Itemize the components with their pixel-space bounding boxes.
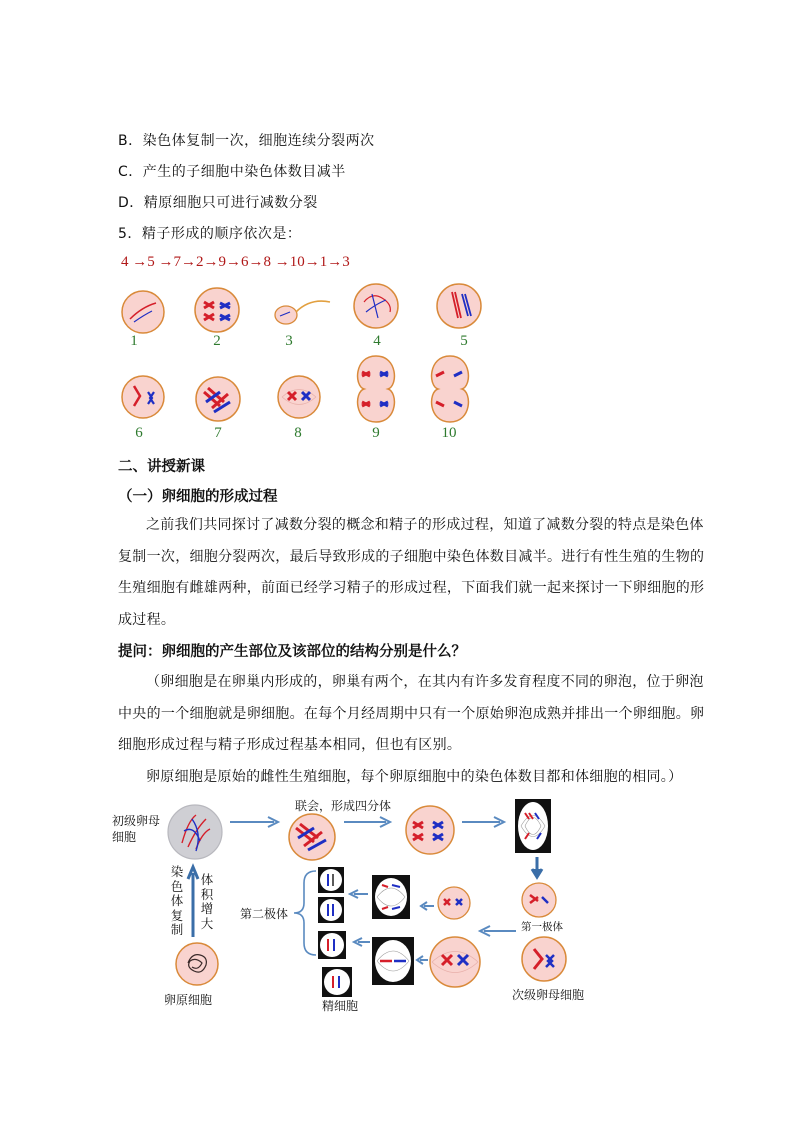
label-secondary-oocyte: 次级卵母细胞 <box>512 988 585 1002</box>
cell-number-6: 6 <box>135 425 143 441</box>
oogenesis-diagram <box>110 795 590 1013</box>
label-egg-cell: 精细胞 <box>322 999 359 1013</box>
label-first-polar-body: 第一极体 <box>521 921 563 933</box>
tetrad-cell-image <box>286 812 338 862</box>
anaphase-cell-image <box>515 799 551 853</box>
cell-number-5: 5 <box>460 333 468 349</box>
oocyte-metaphase-ii-image <box>428 935 482 989</box>
egg-cell-image <box>322 967 352 997</box>
arrow-down <box>529 855 545 881</box>
oogonium-image <box>174 941 220 987</box>
second-polar-body-image-2 <box>318 897 344 923</box>
arrow-7 <box>350 935 372 949</box>
arrow-2 <box>342 815 398 829</box>
cell-number-10: 10 <box>441 425 457 441</box>
cell-7-image <box>194 376 242 422</box>
question-5: 5．精子形成的顺序依次是： <box>118 226 302 242</box>
arrow-6 <box>346 887 370 901</box>
arrow-1 <box>228 815 286 829</box>
label-synapsis: 联会，形成四分体 <box>295 799 392 813</box>
section-title: 二、讲授新课 <box>118 459 205 475</box>
paragraph-2: （卵细胞是在卵巢内形成的，卵巢有两个，在其内有许多发育程度不同的卵泡，位于卵泡中央的一个细胞就是卵细胞。在每个月经周期中只有一个原始卵泡成熟并排出一个卵细胞。卵细胞形成过程与精子形成过程基本相同，但也有区别。 <box>118 674 705 753</box>
second-polar-body-image-3 <box>318 931 346 959</box>
subsection-title: （一）卵细胞的形成过程 <box>118 489 278 505</box>
cell-5-image <box>434 282 484 330</box>
cell-number-1: 1 <box>130 333 138 349</box>
paragraph-3: 卵原细胞是原始的雌性生殖细胞，每个卵原细胞中的染色体数目都和体细胞的相同。） <box>146 769 683 785</box>
cell-10-image <box>426 354 474 424</box>
arrow-5 <box>418 899 436 913</box>
cell-number-2: 2 <box>213 333 221 349</box>
arrow-up <box>186 863 200 939</box>
cell-9-image <box>352 354 400 424</box>
first-polar-cell-image <box>520 881 558 919</box>
cell-8-image <box>276 374 322 420</box>
oocyte-anaphase-image <box>372 937 414 985</box>
cell-number-3: 3 <box>285 333 293 349</box>
second-oocyte-division-image <box>436 885 472 921</box>
answer-sequence: 4 →5 →7→2→9→6→8 →10→1→3 <box>121 254 350 270</box>
cell-6-image <box>120 374 166 420</box>
label-primary-oocyte: 初级卵母细胞 <box>112 814 161 844</box>
primary-oocyte-image <box>166 803 224 861</box>
polar-anaphase-image <box>372 875 410 919</box>
brace <box>292 869 318 957</box>
label-volume-increase: 体积增大 <box>200 872 214 931</box>
cell-2-image <box>192 286 242 334</box>
option-d: D．精原细胞只可进行减数分裂 <box>118 195 318 211</box>
question-prompt: 提问：卵细胞的产生部位及该部位的结构分别是什么？ <box>118 644 466 660</box>
label-chromosome-replication: 染色体复制 <box>170 864 184 937</box>
second-polar-body-image-1 <box>318 867 344 893</box>
arrow-3 <box>460 815 512 829</box>
option-c: C．产生的子细胞中染色体数目减半 <box>118 164 346 180</box>
cell-4-image <box>352 282 400 330</box>
paragraph-1: 之前我们共同探讨了减数分裂的概念和精子的形成过程，知道了减数分裂的特点是染色体复制一次，细胞分裂两次，最后导致形成的子细胞中染色体数目减半。进行有性生殖的生物的生殖细胞有雌雄两种，前面已经学习精子的形成过程，下面我们就一起来探讨一下卵细胞的形成过程。 <box>118 517 705 628</box>
metaphase-cell-image <box>403 804 457 856</box>
option-b: B．染色体复制一次，细胞连续分裂两次 <box>118 133 375 149</box>
label-second-polar-body: 第二极体 <box>240 907 289 921</box>
secondary-oocyte-image <box>520 935 568 983</box>
cell-3-image <box>270 296 332 330</box>
cell-number-8: 8 <box>294 425 302 441</box>
cell-1-image <box>120 289 166 335</box>
label-oogonium: 卵原细胞 <box>164 993 213 1007</box>
cell-number-4: 4 <box>373 333 381 349</box>
cell-number-7: 7 <box>214 425 222 441</box>
cell-number-9: 9 <box>372 425 380 441</box>
